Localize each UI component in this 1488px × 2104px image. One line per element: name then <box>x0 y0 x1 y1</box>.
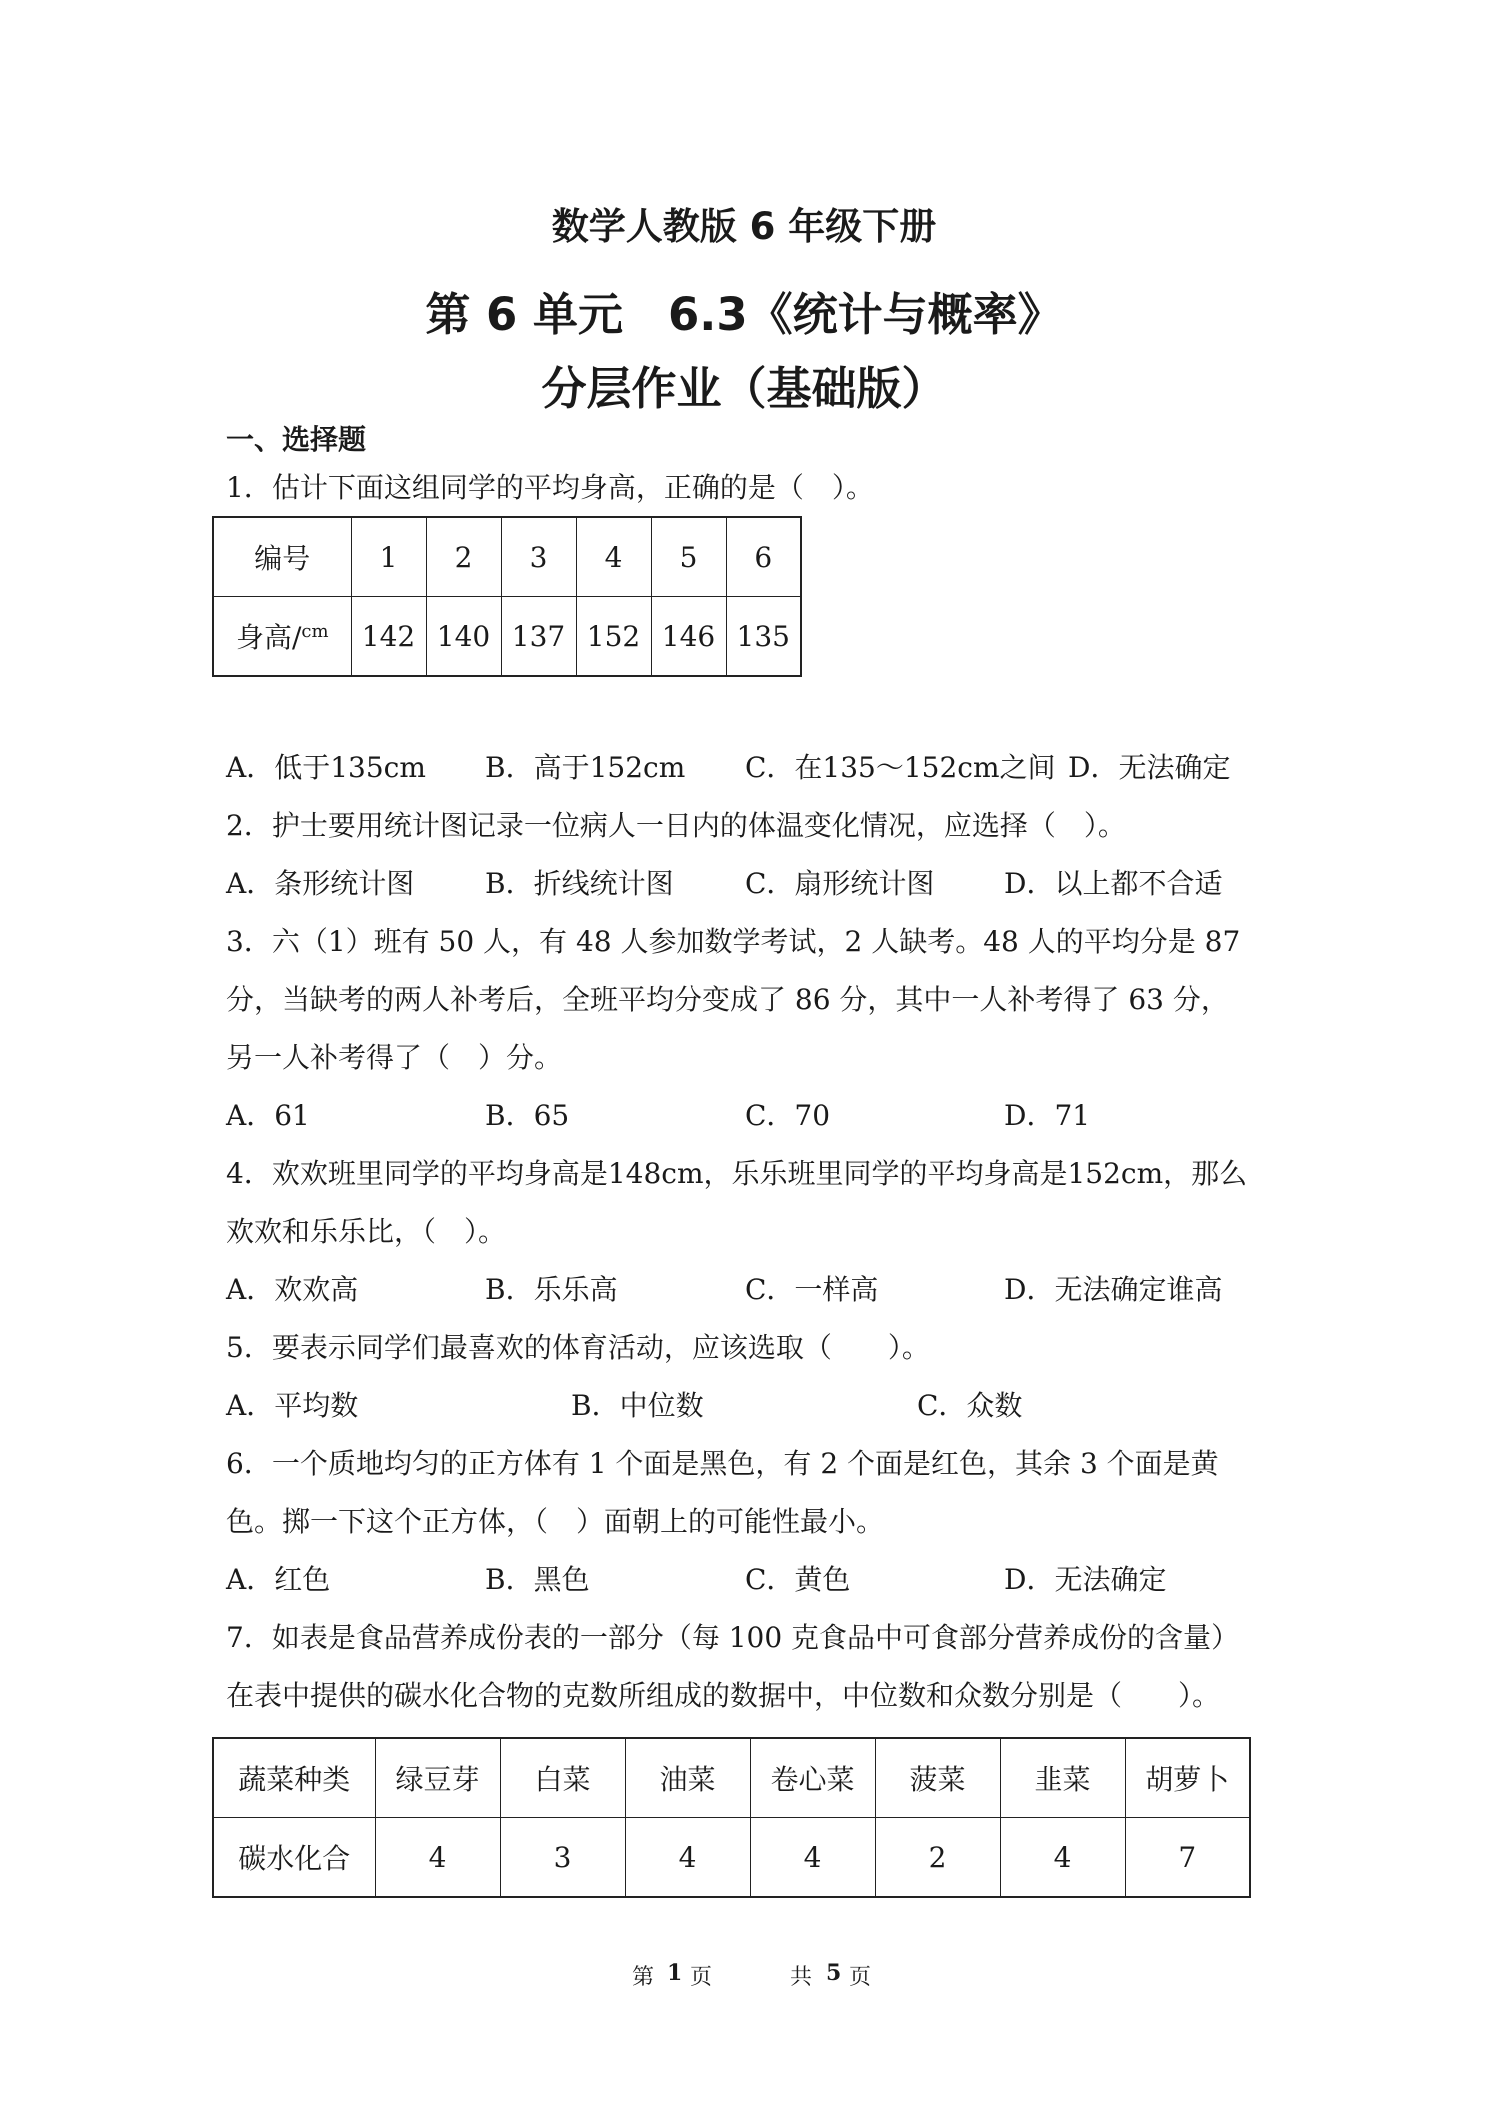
question-6-option-c: C．黄色 <box>745 1563 851 1596</box>
question-6-text-line-2: 色。掷一下这个正方体，（ ）面朝上的可能性最小。 <box>226 1505 885 1538</box>
row-unit: cm <box>301 621 329 642</box>
table-cell: 135 <box>726 597 801 677</box>
question-2-text: 2．护士要用统计图记录一位病人一日内的体温变化情况，应选择（ ）。 <box>226 809 1126 842</box>
title-line-2: 第 6 单元 6.3《统计与概率》 <box>425 288 1063 341</box>
height-table <box>212 516 802 677</box>
table-row <box>213 1738 1250 1818</box>
table-cell: 绿豆芽 <box>375 1738 500 1818</box>
table-cell: 编号 <box>213 517 351 597</box>
question-2-option-b: B．折线统计图 <box>485 867 674 900</box>
question-4-text-line-2: 欢欢和乐乐比，（ ）。 <box>226 1215 507 1248</box>
table-cell: 油菜 <box>625 1738 750 1818</box>
table-cell: 4 <box>1000 1818 1125 1898</box>
table-row <box>213 597 801 677</box>
table-cell: 146 <box>651 597 726 677</box>
question-4-option-a: A．欢欢高 <box>226 1273 359 1306</box>
total-suffix: 页 <box>849 1965 872 1990</box>
question-2-option-a: A．条形统计图 <box>226 867 415 900</box>
table-cell: 6 <box>726 517 801 597</box>
table-cell: 142 <box>351 597 426 677</box>
question-4-option-c: C．一样高 <box>745 1273 879 1306</box>
table-cell: 蔬菜种类 <box>213 1738 375 1818</box>
question-2-option-d: D．以上都不合适 <box>1004 867 1223 900</box>
table-cell: 7 <box>1125 1818 1250 1898</box>
nutrition-table <box>212 1737 1251 1898</box>
page-prefix: 第 <box>632 1965 655 1990</box>
question-6-option-a: A．红色 <box>226 1563 331 1596</box>
page-total: 5 <box>826 1960 842 1986</box>
table-cell: 4 <box>375 1818 500 1898</box>
question-6-text-line-1: 6．一个质地均匀的正方体有 1 个面是黑色，有 2 个面是红色，其余 3 个面是黄 <box>226 1447 1219 1480</box>
question-1-option-c: C．在135～152cm之间 <box>745 751 1056 784</box>
table-cell: 2 <box>875 1818 1000 1898</box>
question-5-option-a: A．平均数 <box>226 1389 359 1422</box>
table-cell <box>213 597 351 677</box>
table-cell: 4 <box>625 1818 750 1898</box>
table-row <box>213 517 801 597</box>
table-cell: 137 <box>501 597 576 677</box>
row-label: 身高/ <box>235 621 302 654</box>
table-cell: 卷心菜 <box>750 1738 875 1818</box>
question-5-option-c: C．众数 <box>917 1389 1023 1422</box>
page-suffix: 页 <box>690 1965 713 1990</box>
question-3-option-d: D．71 <box>1004 1099 1091 1132</box>
question-1-option-b: B．高于152cm <box>485 751 686 784</box>
table-cell: 5 <box>651 517 726 597</box>
table-cell: 3 <box>500 1818 625 1898</box>
total-prefix: 共 <box>790 1965 813 1990</box>
question-3-option-a: A．61 <box>226 1099 310 1132</box>
table-cell: 胡萝卜 <box>1125 1738 1250 1818</box>
table-cell: 2 <box>426 517 501 597</box>
table-cell: 碳水化合 <box>213 1818 375 1898</box>
table-cell: 菠菜 <box>875 1738 1000 1818</box>
table-cell: 韭菜 <box>1000 1738 1125 1818</box>
table-cell: 白菜 <box>500 1738 625 1818</box>
table-row <box>213 1818 1250 1898</box>
table-cell: 152 <box>576 597 651 677</box>
table-cell: 140 <box>426 597 501 677</box>
question-1-option-a: A．低于135cm <box>226 751 426 784</box>
question-4-text-line-1: 4．欢欢班里同学的平均身高是148cm，乐乐班里同学的平均身高是152cm，那么 <box>226 1157 1248 1190</box>
question-3-text-line-2: 分，当缺考的两人补考后，全班平均分变成了 86 分，其中一人补考得了 63 分， <box>226 983 1229 1016</box>
table-cell: 1 <box>351 517 426 597</box>
question-1-option-d: D．无法确定 <box>1068 751 1231 784</box>
question-7-text-line-1: 7．如表是食品营养成份表的一部分（每 100 克食品中可食部分营养成份的含量） <box>226 1621 1240 1654</box>
question-3-option-b: B．65 <box>485 1099 570 1132</box>
title-line-3: 分层作业（基础版） <box>541 362 947 415</box>
section-heading: 一、选择题 <box>226 423 367 456</box>
question-2-option-c: C．扇形统计图 <box>745 867 935 900</box>
page-current: 1 <box>667 1960 683 1986</box>
question-3-text-line-3: 另一人补考得了（ ）分。 <box>226 1041 563 1074</box>
question-3-text-line-1: 3．六（1）班有 50 人，有 48 人参加数学考试，2 人缺考。48 人的平均分是 87 <box>226 925 1241 958</box>
question-3-option-c: C．70 <box>745 1099 831 1132</box>
question-5-option-b: B．中位数 <box>571 1389 704 1422</box>
title-line-1: 数学人教版 6 年级下册 <box>551 205 937 248</box>
question-5-text: 5．要表示同学们最喜欢的体育活动，应该选取（ ）。 <box>226 1331 930 1364</box>
question-4-option-b: B．乐乐高 <box>485 1273 618 1306</box>
table-cell: 4 <box>750 1818 875 1898</box>
table-cell: 4 <box>576 517 651 597</box>
table-cell: 3 <box>501 517 576 597</box>
question-1-text: 1．估计下面这组同学的平均身高，正确的是（ ）。 <box>226 471 874 504</box>
question-7-text-line-2: 在表中提供的碳水化合物的克数所组成的数据中，中位数和众数分别是（ ）。 <box>226 1679 1221 1712</box>
question-6-option-d: D．无法确定 <box>1004 1563 1167 1596</box>
question-4-option-d: D．无法确定谁高 <box>1004 1273 1223 1306</box>
question-6-option-b: B．黑色 <box>485 1563 590 1596</box>
